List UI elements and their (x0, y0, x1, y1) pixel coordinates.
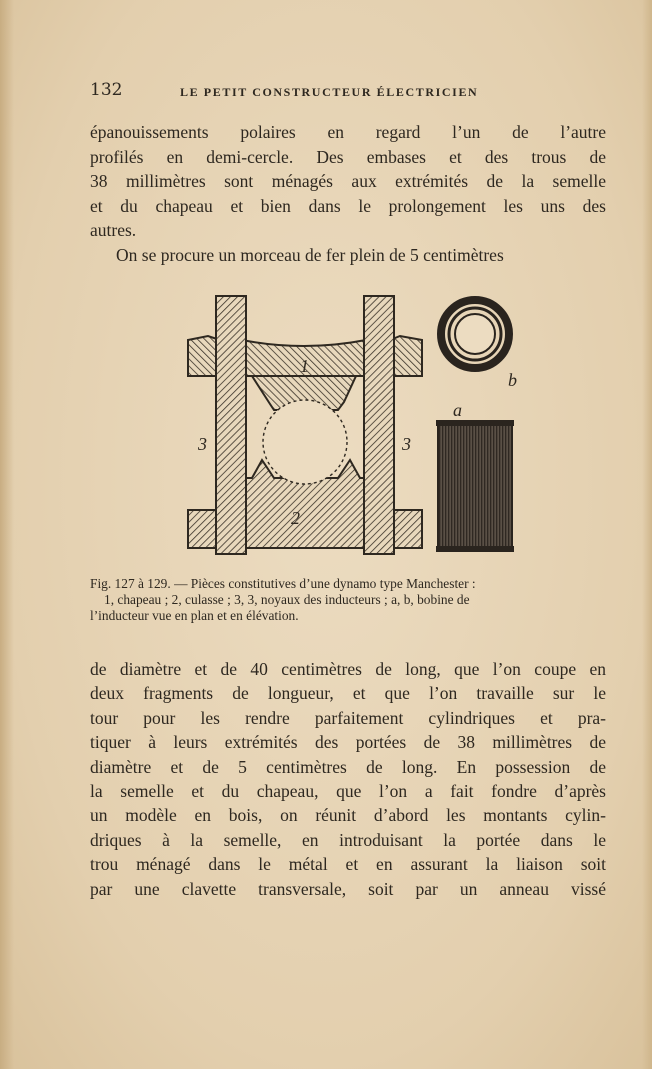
running-title: LE PETIT CONSTRUCTEUR ÉLECTRICIEN (180, 85, 479, 99)
paragraph-top (90, 120, 606, 267)
label-a: a (453, 400, 462, 420)
label-3-left: 3 (198, 434, 207, 454)
page-number: 132 (90, 80, 123, 100)
caption-line: 1, chapeau ; 2, culasse ; 3, 3, noyaux des inducteurs ; a, b, bobine de (104, 592, 470, 607)
text-line: deux fragments de longueur, et que l’on travaille sur le (90, 683, 606, 704)
caption-line: l’inducteur vue en plan et en élévation. (90, 608, 299, 623)
right-core (364, 296, 394, 554)
text-line: profilés en demi-cercle. Des embases et des trous de (90, 146, 606, 167)
text-line: par une clavette transversale, soit par un anneau vissé (90, 878, 606, 899)
text-line: autres. (90, 220, 137, 240)
page-shadow-left (0, 0, 14, 1069)
figure-illustration (178, 292, 528, 560)
text-line: de diamètre et de 40 centimètres de long, que l’on coupe en (90, 659, 606, 679)
text-line: tour pour les rendre parfaitement cylindriques et pra- (90, 707, 606, 728)
text-line: un modèle en bois, on réunit d’abord les montants cylin- (90, 805, 606, 826)
text-line: trou ménagé dans le métal et en assurant la liaison soit (90, 854, 606, 875)
figure-caption (90, 576, 610, 624)
text-line: On se procure un morceau de fer plein de 5 centimètres (116, 244, 504, 265)
figure-dynamo-parts (178, 292, 528, 560)
text-line: épanouissements polaires en regard l’un de l’autre (90, 122, 606, 142)
label-3-right: 3 (402, 434, 411, 454)
page-header (90, 80, 610, 104)
paragraph-bottom (90, 657, 606, 901)
label-1: 1 (300, 356, 309, 376)
text-line: driques à la semelle, en introduisant la portée dans le (90, 829, 606, 850)
caption-line: Fig. 127 à 129. — Pièces constitutives d’une dynamo type Manchester : (90, 576, 476, 591)
left-core (216, 296, 246, 554)
text-line: et du chapeau et bien dans le prolongement les uns des (90, 195, 606, 216)
page-shadow-right (642, 0, 652, 1069)
text-line: 38 millimètres sont ménagés aux extrémités de la semelle (90, 171, 606, 191)
text-line: tiquer à leurs extrémités des portées de 38 millimètres de (90, 732, 606, 753)
armature-outline (263, 400, 347, 484)
bobine-elevation-view (438, 422, 512, 550)
text-line: diamètre et de 5 centimètres de long. En possession de (90, 756, 606, 777)
label-b: b (508, 370, 517, 390)
text-line: la semelle et du chapeau, que l’on a fait fondre d’après (90, 780, 606, 801)
label-2: 2 (291, 508, 300, 528)
